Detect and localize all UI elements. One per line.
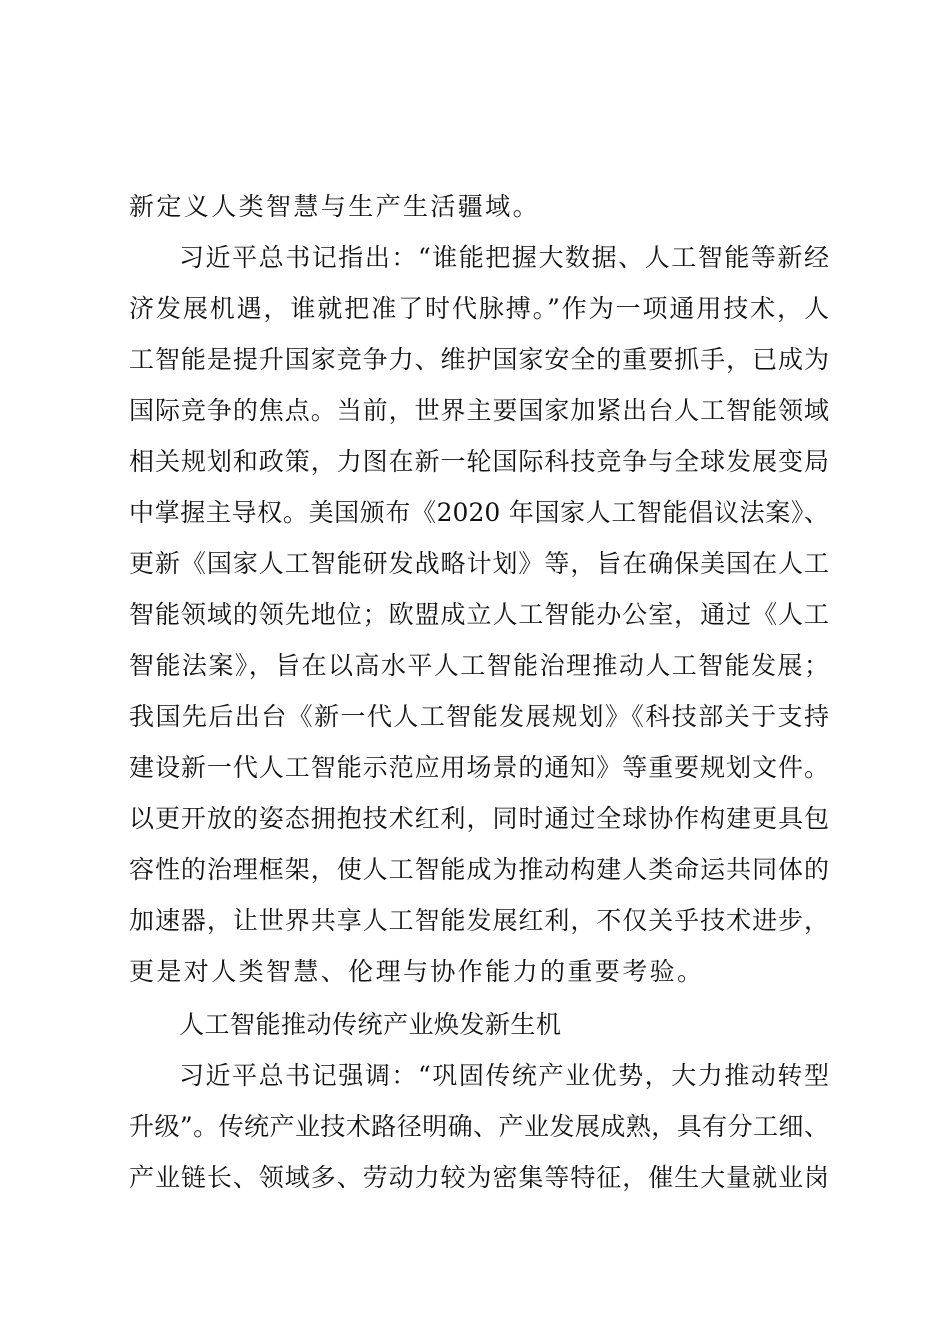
paragraph-line: 智能法案》，旨在以高水平人工智能治理推动人工智能发展； [129,651,829,680]
paragraph-line: 建设新一代人工智能示范应用场景的通知》等重要规划文件。 [129,753,829,782]
paragraph-line: 加速器，让世界共享人工智能发展红利，不仅关乎技术进步， [129,906,829,935]
paragraph-line: 产业链长、领域多、劳动力较为密集等特征，催生大量就业岗 [129,1163,829,1192]
paragraph-line: 工智能是提升国家竞争力、维护国家安全的重要抓手，已成为 [129,345,829,374]
section-heading: 人工智能推动传统产业焕发新生机 [179,1010,562,1039]
paragraph-line: 新定义人类智慧与生产生活疆域。 [129,192,541,221]
paragraph-line: 更是对人类智慧、伦理与协作能力的重要考验。 [129,957,705,986]
paragraph-line: 济发展机遇，谁就把准了时代脉搏。”作为一项通用技术，人 [129,294,829,323]
paragraph-line: 相关规划和政策，力图在新一轮国际科技竞争与全球发展变局 [129,447,829,476]
paragraph-line: 容性的治理框架，使人工智能成为推动构建人类命运共同体的 [129,855,829,884]
paragraph-line: 以更开放的姿态拥抱技术红利，同时通过全球协作构建更具包 [129,804,829,833]
paragraph-line: 习近平总书记强调：“巩固传统产业优势，大力推动转型 [179,1061,829,1090]
paragraph-line: 升级”。传统产业技术路径明确、产业发展成熟，具有分工细、 [129,1112,829,1141]
paragraph-line: 智能领域的领先地位；欧盟成立人工智能办公室，通过《人工 [129,600,829,629]
paragraph-line: 国际竞争的焦点。当前，世界主要国家加紧出台人工智能领域 [129,396,829,425]
paragraph-line: 中掌握主导权。美国颁布《2020 年国家人工智能倡议法案》、 [129,498,829,527]
paragraph-line: 习近平总书记指出：“谁能把握大数据、人工智能等新经 [179,243,829,272]
paragraph-line: 我国先后出台《新一代人工智能发展规划》《科技部关于支持 [129,702,829,731]
paragraph-line: 更新《国家人工智能研发战略计划》等，旨在确保美国在人工 [129,549,829,578]
